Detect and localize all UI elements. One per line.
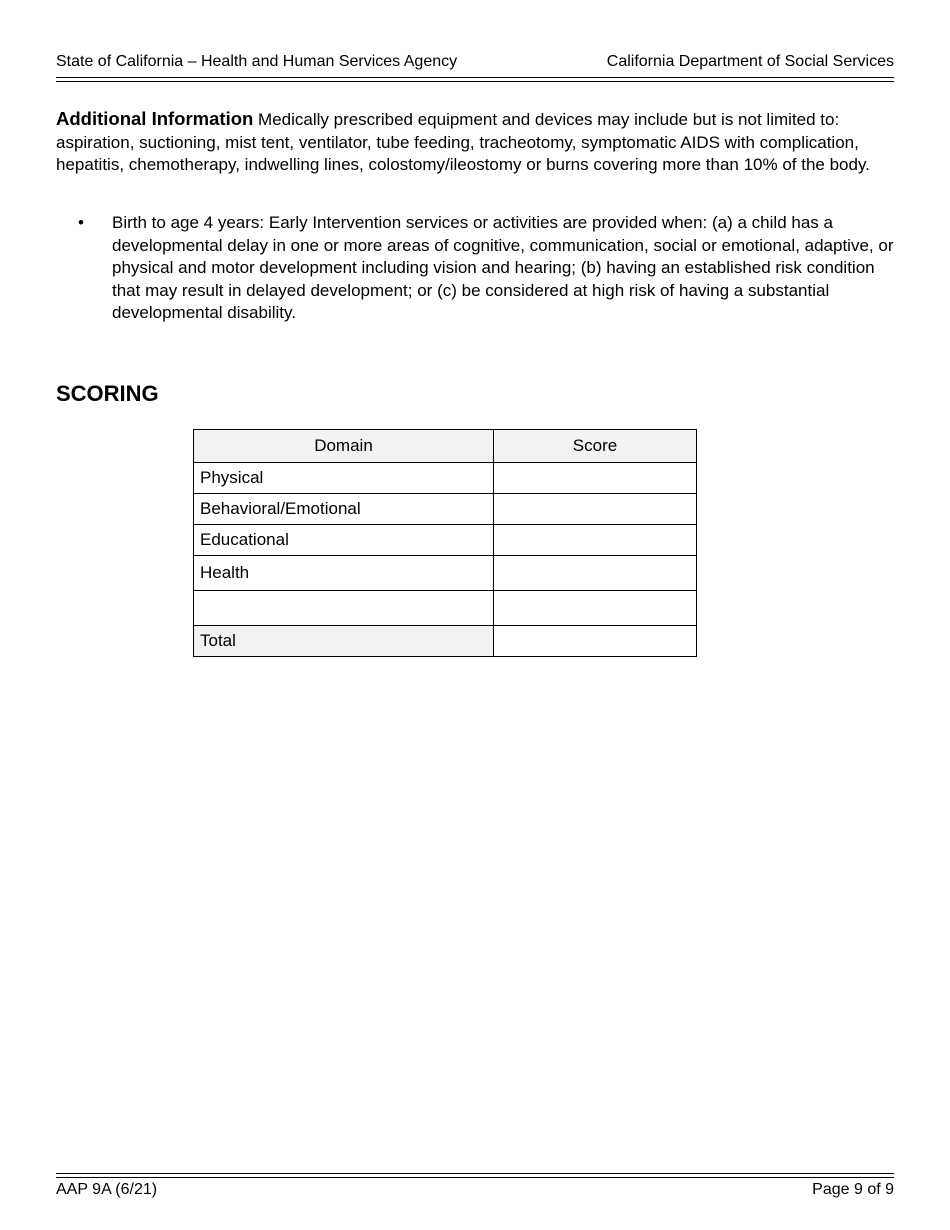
table-row [194,591,697,626]
page-footer [56,1180,894,1200]
domain-cell-total: Total [194,626,494,657]
table-header-row [194,430,697,463]
column-header-domain: Domain [194,430,494,463]
header-agency: State of California – Health and Human Services Agency [56,53,458,70]
bullet-icon: • [78,213,84,232]
additional-information [56,108,890,177]
score-field-physical[interactable] [494,463,697,494]
domain-cell-health: Health [194,556,494,591]
additional-information-paragraph [56,108,890,177]
header-divider [56,77,894,82]
additional-information-heading: Additional Information [56,108,254,129]
column-header-score: Score [494,430,697,463]
footer-divider [56,1173,894,1178]
score-field-educational[interactable] [494,525,697,556]
score-field-total[interactable] [494,626,697,657]
score-field-health[interactable] [494,556,697,591]
score-field-blank[interactable] [494,591,697,626]
form-number: AAP 9A (6/21) [56,1181,158,1198]
domain-cell-physical: Physical [194,463,494,494]
page-header [56,52,894,72]
additional-information-text: Medically prescribed equipment and devices may include but is not limited to: aspiration, suctioning, mist tent, ventilator, tube feeding, tracheotomy, symptomatic AIDS with complication, hepatitis, chemotherapy, indwelling lines, colostomy/ileostomy or burns covering more than 10% of the body. [56,110,870,174]
header-department: California Department of Social Services [606,53,894,70]
table-row-total [194,626,697,657]
score-field-behavioral-emotional[interactable] [494,494,697,525]
scoring-table [193,429,697,657]
page-number: Page 9 of 9 [812,1181,894,1198]
table-row [194,525,697,556]
domain-cell-behavioral-emotional: Behavioral/Emotional [194,494,494,525]
table-row [194,463,697,494]
list-item [56,212,894,325]
domain-cell-blank[interactable] [194,591,494,626]
section-title-scoring: SCORING [56,381,159,406]
list-item-text: Birth to age 4 years: Early Intervention services or activities are provided when: (a) a child has a developmental delay in one or more areas of cognitive, communication, social or emotional, adaptive, or physical and motor development including vision and hearing; (b) having an established risk condition that may result in delayed development; or (c) be considered at high risk of having a substantial developmental disability. [112,213,894,322]
table-row [194,556,697,591]
table-row [194,494,697,525]
domain-cell-educational: Educational [194,525,494,556]
